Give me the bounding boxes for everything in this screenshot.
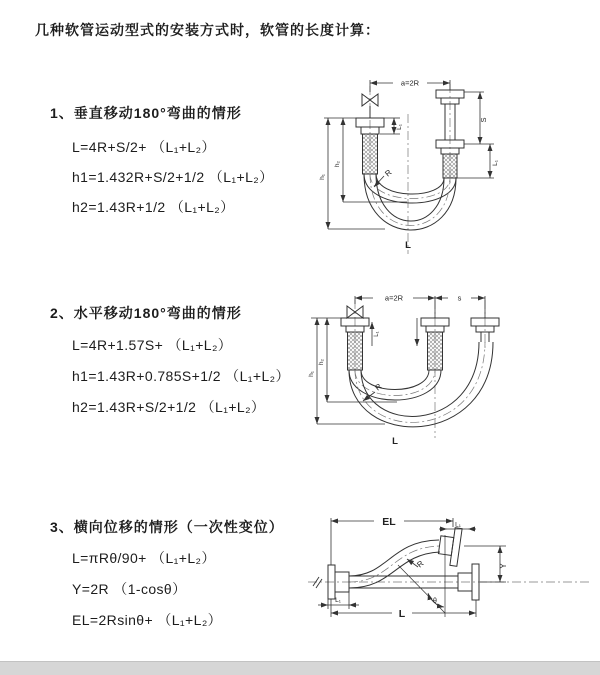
length-label: L [398, 608, 406, 620]
dim-label-h2: h₂ [334, 160, 341, 168]
section3-formula-EL: EL=2Rsinθ+ （L₁+L₂） [72, 612, 223, 628]
page-bottom-edge [0, 661, 600, 675]
length-label: L [405, 240, 411, 251]
dim-label-l1-top: L₁ [455, 521, 461, 529]
dim-label-l1-left: L₁ [396, 124, 403, 130]
radius-label: R [373, 381, 384, 393]
section2-formula-L: L=4R+1.57S+ （L₁+L₂） [72, 337, 233, 353]
centerlines [370, 84, 450, 254]
right-flange-displaced [437, 526, 462, 566]
section3-formula-Y: Y=2R （1-cosθ） [72, 581, 187, 597]
section2-formula-h1: h1=1.43R+0.785S+1/2 （L₁+L₂） [72, 368, 290, 384]
diagram-vertical-180-bend [310, 72, 590, 257]
section2-heading: 2、水平移动180°弯曲的情形 [50, 305, 242, 321]
section1-formula-h1: h1=1.432R+S/2+1/2 （L₁+L₂） [72, 169, 274, 185]
dim-label-l1-right: L₁ [492, 160, 499, 166]
section1-formula-h2: h2=1.43R+1/2 （L₁+L₂） [72, 199, 235, 215]
dim-label-a2r: a=2R [384, 293, 404, 303]
middle-pipe-assembly [421, 318, 449, 370]
dimension-lines [324, 80, 494, 229]
dimension-lines [318, 518, 506, 617]
dim-label-s: S [479, 117, 488, 123]
hose-curves [349, 540, 458, 588]
hose-curves [349, 342, 493, 427]
dim-label-h1: h₁ [308, 371, 315, 377]
diagram-lateral-displacement [300, 505, 600, 660]
section1-formula-L: L=4R+S/2+ （L₁+L₂） [72, 139, 216, 155]
left-pipe-assembly [341, 318, 369, 370]
section3-formula-L: L=πRθ/90+ （L₁+L₂） [72, 550, 216, 566]
radius-label: R [415, 558, 426, 570]
section2-formula-h2: h2=1.43R+S/2+1/2 （L₁+L₂） [72, 399, 266, 415]
angle-label: θ [433, 598, 437, 605]
length-label: L [392, 436, 398, 447]
dim-label-l1-left: L₁ [335, 597, 341, 604]
dim-label-s: s [457, 293, 462, 303]
dim-label-h2: h₂ [318, 358, 325, 366]
valve-icon [362, 94, 378, 118]
dimension-lines [311, 293, 485, 424]
radius-label: R [383, 167, 394, 179]
dim-label-y: Y [499, 563, 508, 569]
dim-label-h1: h₁ [319, 174, 326, 180]
page-title: 几种软管运动型式的安装方式时，软管的长度计算： [35, 22, 380, 38]
axis-break-mark [313, 577, 322, 588]
dim-label-a2r: a=2R [400, 78, 420, 88]
dim-label-el: EL [382, 516, 396, 528]
diagram-horizontal-180-bend [305, 288, 595, 463]
dim-label-l1: L₁ [374, 331, 380, 337]
section1-heading: 1、垂直移动180°弯曲的情形 [50, 105, 242, 121]
section3-heading: 3、横向位移的情形（一次性变位） [50, 519, 284, 535]
centerlines [355, 300, 485, 438]
